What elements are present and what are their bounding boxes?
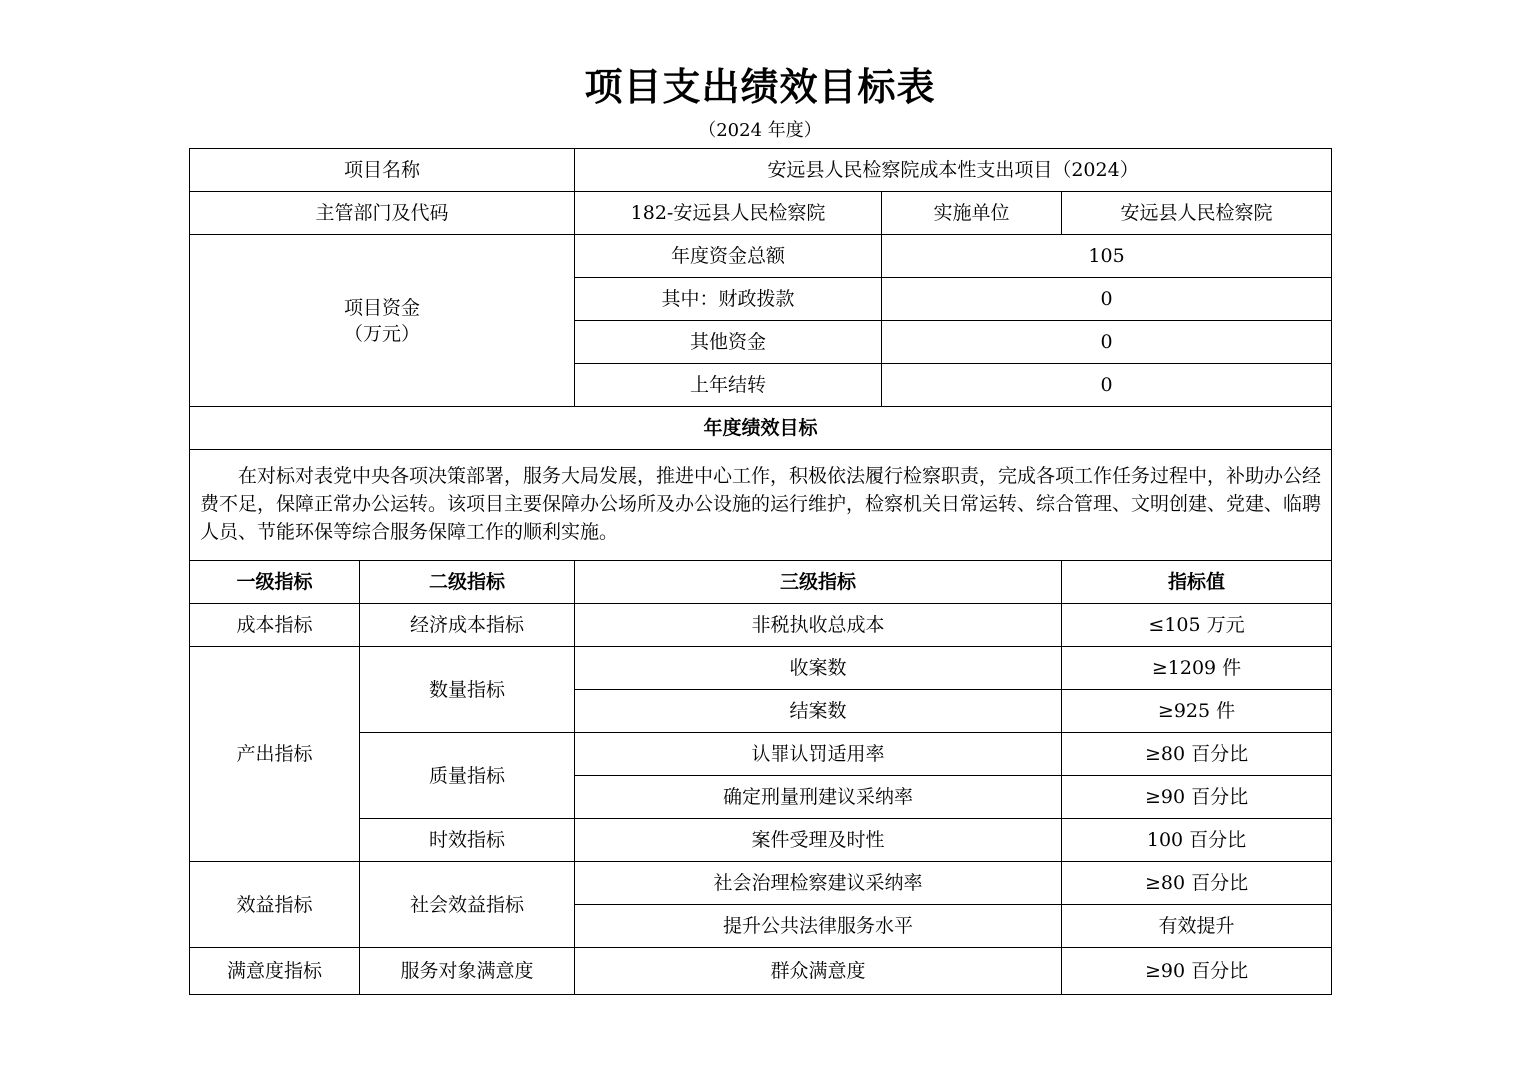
output-level1: 产出指标 bbox=[190, 647, 360, 862]
funds-item-label: 其他资金 bbox=[575, 321, 882, 364]
satisfaction-level3: 群众满意度 bbox=[575, 948, 1062, 995]
indicator-value: 有效提升 bbox=[1062, 905, 1332, 948]
indicator-level3: 提升公共法律服务水平 bbox=[575, 905, 1062, 948]
funds-item-value: 0 bbox=[882, 321, 1332, 364]
department-row bbox=[190, 192, 1332, 235]
implementing-unit-value: 安远县人民检察院 bbox=[1062, 192, 1332, 235]
implementing-unit-label: 实施单位 bbox=[882, 192, 1062, 235]
satisfaction-level1: 满意度指标 bbox=[190, 948, 360, 995]
indicator-level3: 结案数 bbox=[575, 690, 1062, 733]
funds-label-line1: 项目资金 bbox=[344, 296, 421, 319]
header-value: 指标值 bbox=[1062, 561, 1332, 604]
funds-item-value: 105 bbox=[882, 235, 1332, 278]
indicator-row bbox=[190, 647, 1332, 690]
funds-item-label: 其中：财政拨款 bbox=[575, 278, 882, 321]
satisfaction-value: ≥90 百分比 bbox=[1062, 948, 1332, 995]
goals-text-row bbox=[190, 450, 1332, 561]
indicator-header-row bbox=[190, 561, 1332, 604]
funds-item-label: 年度资金总额 bbox=[575, 235, 882, 278]
goals-heading: 年度绩效目标 bbox=[190, 407, 1332, 450]
cost-level1: 成本指标 bbox=[190, 604, 360, 647]
project-name-label: 项目名称 bbox=[190, 149, 575, 192]
department-label: 主管部门及代码 bbox=[190, 192, 575, 235]
cost-level2: 经济成本指标 bbox=[360, 604, 575, 647]
benefit-level1: 效益指标 bbox=[190, 862, 360, 948]
funds-label-line2: （万元） bbox=[344, 322, 421, 345]
funds-row bbox=[190, 235, 1332, 278]
indicator-value: 100 百分比 bbox=[1062, 819, 1332, 862]
header-level1: 一级指标 bbox=[190, 561, 360, 604]
indicator-value: ≥80 百分比 bbox=[1062, 733, 1332, 776]
indicator-row bbox=[190, 948, 1332, 995]
funds-item-value: 0 bbox=[882, 364, 1332, 407]
timeliness-level2: 时效指标 bbox=[360, 819, 575, 862]
indicator-level3: 社会治理检察建议采纳率 bbox=[575, 862, 1062, 905]
project-name-row bbox=[190, 149, 1332, 192]
project-name-value: 安远县人民检察院成本性支出项目（2024） bbox=[575, 149, 1332, 192]
goals-heading-row bbox=[190, 407, 1332, 450]
indicator-value: ≥80 百分比 bbox=[1062, 862, 1332, 905]
cost-level3: 非税执收总成本 bbox=[575, 604, 1062, 647]
funds-item-label: 上年结转 bbox=[575, 364, 882, 407]
indicator-value: ≥1209 件 bbox=[1062, 647, 1332, 690]
benefit-level2: 社会效益指标 bbox=[360, 862, 575, 948]
indicator-value: ≥90 百分比 bbox=[1062, 776, 1332, 819]
indicator-level3: 认罪认罚适用率 bbox=[575, 733, 1062, 776]
page-title: 项目支出绩效目标表 bbox=[584, 65, 936, 109]
funds-label bbox=[190, 235, 575, 407]
indicator-level3: 案件受理及时性 bbox=[575, 819, 1062, 862]
cost-value: ≤105 万元 bbox=[1062, 604, 1332, 647]
quality-level2: 质量指标 bbox=[360, 733, 575, 819]
year-subtitle: （2024 年度） bbox=[698, 120, 822, 141]
department-value: 182-安远县人民检察院 bbox=[575, 192, 882, 235]
indicator-row bbox=[190, 604, 1332, 647]
performance-table bbox=[189, 148, 1332, 995]
quantity-level2: 数量指标 bbox=[360, 647, 575, 733]
indicator-value: ≥925 件 bbox=[1062, 690, 1332, 733]
indicator-row bbox=[190, 862, 1332, 905]
indicator-row bbox=[190, 733, 1332, 776]
satisfaction-level2: 服务对象满意度 bbox=[360, 948, 575, 995]
funds-item-value: 0 bbox=[882, 278, 1332, 321]
indicator-level3: 确定刑量刑建议采纳率 bbox=[575, 776, 1062, 819]
header-level2: 二级指标 bbox=[360, 561, 575, 604]
header-level3: 三级指标 bbox=[575, 561, 1062, 604]
indicator-level3: 收案数 bbox=[575, 647, 1062, 690]
goals-text: 在对标对表党中央各项决策部署，服务大局发展，推进中心工作，积极依法履行检察职责，完成各项工作任务过程中，补助办公经费不足，保障正常办公运转。该项目主要保障办公场所及办公设施的运行维护，检察机关日常运转、综合管理、文明创建、党建、临聘人员、节能环保等综合服务保障工作的顺利实施。 bbox=[190, 450, 1332, 561]
indicator-row bbox=[190, 819, 1332, 862]
